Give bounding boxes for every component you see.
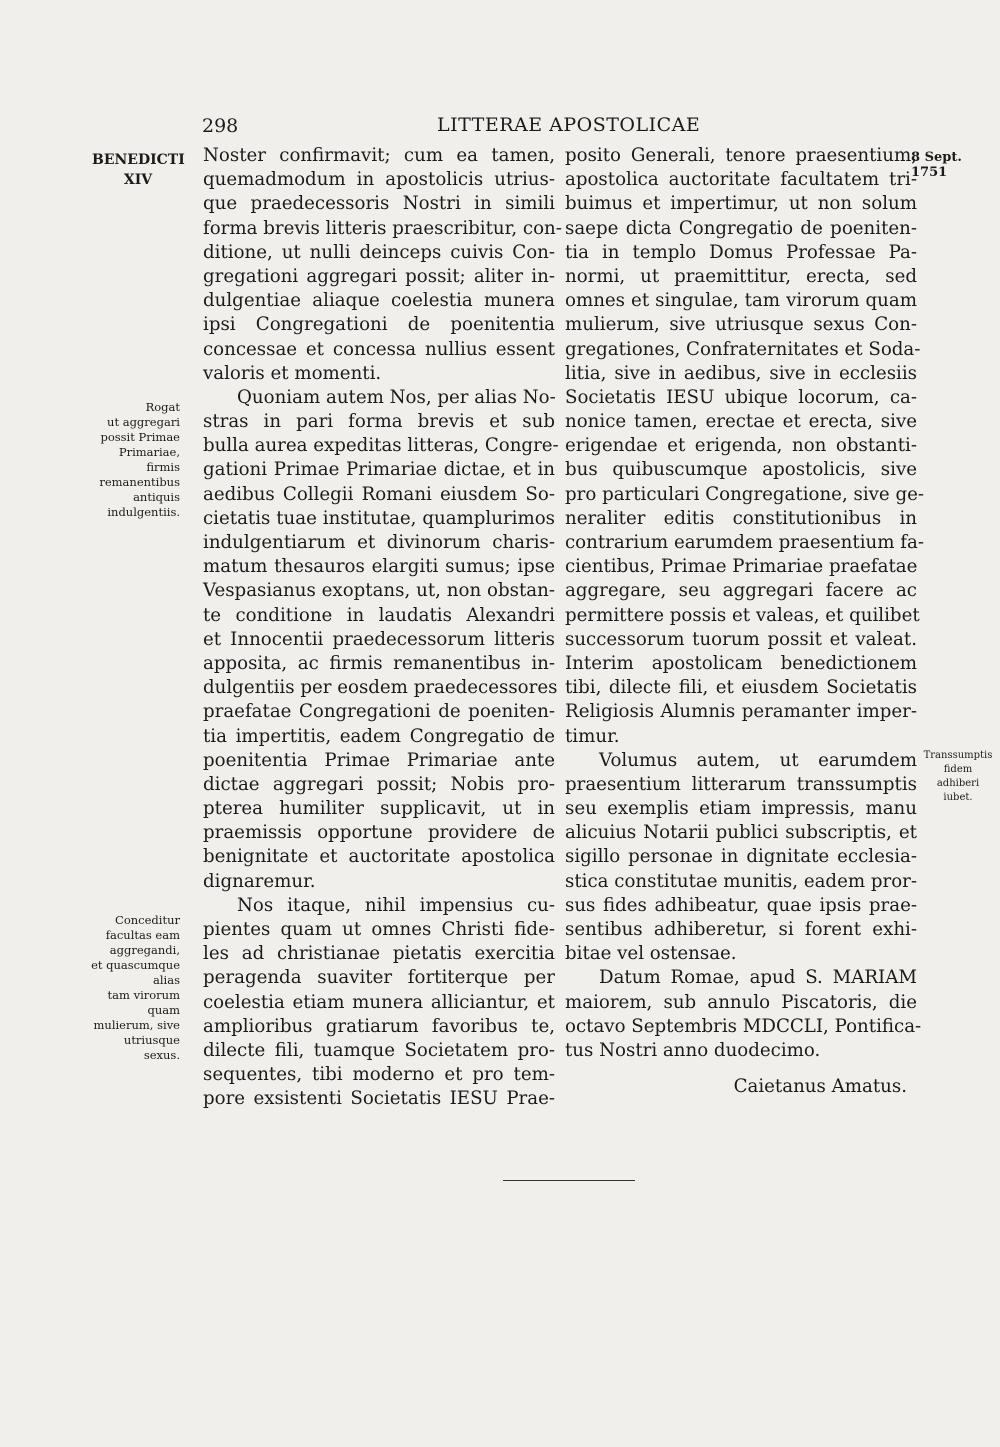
text-line: cientibus, Primae Primariae praefatae [565,556,918,578]
text-line: aggregare, seu aggregari facere ac [565,580,917,602]
text-line: bitae vel ostensae. [565,943,737,965]
text-line: benignitate et auctoritate apostolica [203,846,555,868]
margin-note-transsumptis [922,749,994,805]
text-line: quemadmodum in apostolicis utrius- [203,169,555,191]
margin-note-line: Conceditur [115,913,180,927]
text-line: valoris et momenti. [203,362,382,384]
margin-note-line: ut aggregari [107,415,180,429]
margin-note-line: Transsumptis [923,750,993,761]
page-number: 298 [202,115,239,137]
text-line: gregationi aggregari possit; aliter in- [203,265,555,287]
margin-note-line: iubet. [943,792,973,803]
text-line: pro particulari Congregatione, sive ge- [565,483,925,505]
text-line: seu exemplis etiam impressis, manu [565,798,917,820]
text-line: Volumus autem, ut earumdem [599,749,917,771]
text-line: tia in templo Domus Professae Pa- [565,241,917,263]
text-line: bulla aurea expeditas litteras, Congre- [203,435,559,457]
margin-note-line: remanentibus [99,475,180,489]
margin-note-line: et quascumque [91,958,180,972]
closing-rule [503,1180,635,1181]
margin-note-rogat [80,400,180,520]
signature: Caietanus Amatus. [733,1076,907,1098]
text-line: matum thesauros elargiti sumus; ipse [203,556,555,578]
margin-note-line: alias [153,973,180,987]
margin-note-line: indulgentiis. [107,505,180,519]
text-line: sentibus adhiberetur, si forent exhi- [565,919,917,940]
text-line: aedibus Collegii Romani eiusdem So- [203,483,555,505]
text-line: dilecte fili, tuamque Societatem pro- [203,1039,555,1061]
text-line: peragenda suaviter fortiterque per [203,967,555,989]
margin-note-line: possit Primae [100,430,180,444]
text-line: pore exsistenti Societatis IESU Prae- [203,1088,555,1110]
text-line: ditione, ut nulli deinceps cuivis Con- [203,241,555,263]
text-line: te conditione in laudatis Alexandri [203,604,555,626]
text-line: Nos itaque, nihil impensius cu- [237,894,555,916]
text-line: dulgentiae aliaque coelestia munera [203,290,555,312]
margin-note-line: mulierum, sive [93,1018,180,1032]
text-line: gationi Primae Primariae dictae, et in [203,459,555,481]
margin-note-line: aggregandi, [109,943,180,957]
text-line: Vespasianus exoptans, ut, non obstan- [203,580,555,602]
text-line: alicuius Notarii publici subscriptis, et [565,822,917,844]
side-title-line: XIV [123,172,153,188]
text-line: Religiosis Alumnis peramanter imper- [565,701,917,723]
text-line: nonice tamen, erectae et erecta, sive [565,411,917,433]
text-line: permittere possis et valeas, et quilibet [565,604,920,626]
text-line: posito Generali, tenore praesentium, [565,145,917,166]
text-line: omnes et singulae, tam virorum quam [565,290,917,312]
text-line: neraliter editis constitutionibus in [565,507,917,529]
side-date: 8 Sept. 1751 [911,150,962,180]
text-line: dulgentiis per eosdem praedecessores [203,677,558,699]
text-line: gregationes, Confraternitates et Soda- [565,338,921,360]
side-title-line: BENEDICTI [92,152,185,168]
text-line: tus Nostri anno duodecimo. [565,1039,821,1061]
right-column [565,144,925,1099]
text-line: normi, ut praemittitur, erecta, sed [565,265,917,287]
text-line: praefatae Congregationi de poeniten- [203,701,555,723]
margin-note-line: tam virorum [107,988,180,1002]
margin-note-line: Rogat [145,400,180,414]
margin-note-line: sexus. [143,1048,180,1062]
text-line: tibi, dilecte fili, et eiusdem Societatis [565,677,917,699]
text-line: successorum tuorum possit et valeat. [565,628,917,650]
margin-note-line: antiquis [133,490,180,504]
text-line: saepe dicta Congregatio de poeniten- [565,217,917,239]
text-line: que praedecessoris Nostri in simili [203,193,555,215]
left-column [203,144,562,1112]
text-line: pterea humiliter supplicavit, ut in [203,798,555,820]
text-line: forma brevis litteris praescribitur, con- [203,217,562,239]
text-line: apposita, ac firmis remanentibus in- [203,652,555,674]
text-line: apostolica auctoritate facultatem tri- [565,169,917,191]
text-line: praesentium litterarum transsumptis [565,773,917,795]
margin-note-conceditur [80,913,180,1063]
margin-note-line: quam [147,1003,180,1017]
running-head: LITTERAE APOSTOLICAE [437,114,701,136]
margin-note-line: firmis [146,460,180,474]
text-line: bus quibuscumque apostolicis, sive [565,459,917,481]
text-line: mulierum, sive utriusque sexus Con- [565,314,917,336]
text-line: tia impertitis, eadem Congregatio de [203,725,555,747]
text-line: dignaremur. [203,870,316,892]
text-line: octavo Septembris MDCCLI, Pontifica- [565,1015,922,1037]
text-line: sus fides adhibeatur, quae ipsis prae- [565,894,917,916]
text-line: maiorem, sub annulo Piscatoris, die [565,991,917,1013]
text-line: poenitentia Primae Primariae ante [203,749,555,771]
text-line: sequentes, tibi moderno et pro tem- [203,1064,555,1086]
text-line: stica constitutae munitis, eadem pror- [565,870,917,892]
margin-note-line: fidem adhiberi [936,764,980,789]
text-line: litia, sive in aedibus, sive in ecclesiis [565,362,917,384]
text-line: erigendae et erigenda, non obstanti- [565,435,917,457]
text-line: Societatis IESU ubique locorum, ca- [565,386,917,408]
text-line: contrarium earumdem praesentium fa- [565,532,924,553]
text-line: concessae et concessa nullius essent [203,338,555,360]
text-line: sigillo personae in dignitate ecclesia- [565,846,917,868]
text-line: dictae aggregari possit; Nobis pro- [203,773,555,795]
margin-note-line: Primariae, [118,445,180,459]
text-line: buimus et impertimur, ut non solum [565,193,917,215]
text-line: amplioribus gratiarum favoribus te, [203,1015,555,1037]
margin-note-line: facultas eam [105,928,180,942]
text-line: et Innocentii praedecessorum litteris [203,628,555,650]
text-line: praemissis opportune providere de [203,822,555,844]
text-line: pientes quam ut omnes Christi fide- [203,919,555,940]
text-line: cietatis tuae institutae, quamplurimos [203,507,555,529]
text-line: timur. [565,725,620,747]
text-line: ipsi Congregationi de poenitentia [203,314,555,336]
text-line: indulgentiarum et divinorum charis- [203,532,555,553]
text-line: Interim apostolicam benedictionem [565,652,917,674]
text-line: les ad christianae pietatis exercitia [203,943,555,965]
text-line: Noster confirmavit; cum ea tamen, [203,145,555,166]
text-line: Quoniam autem Nos, per alias No- [237,386,556,408]
text-line: coelestia etiam munera alliciantur, et [203,991,555,1013]
text-line: stras in pari forma brevis et sub [203,411,555,433]
text-line: Datum Romae, apud S. MARIAM [599,967,917,989]
margin-note-line: utriusque [123,1033,180,1047]
side-title [92,150,184,190]
